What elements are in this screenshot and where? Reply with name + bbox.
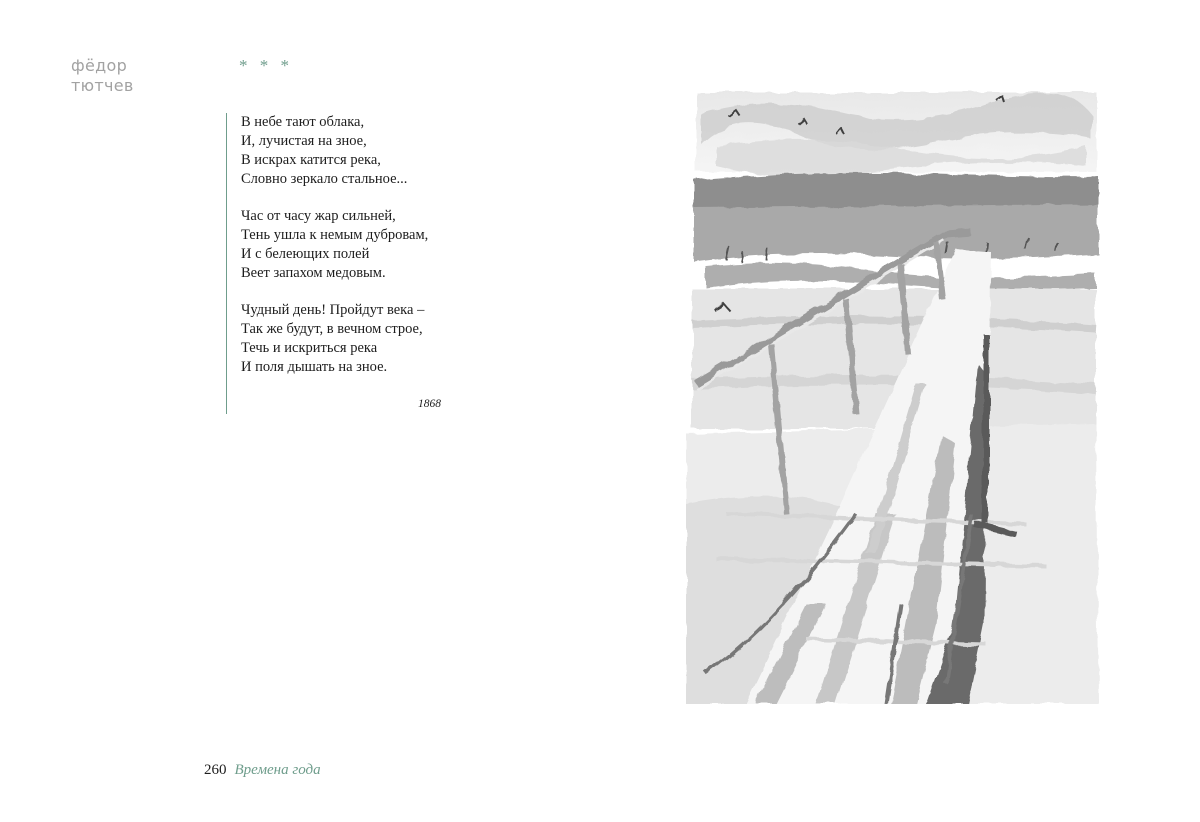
poem-line: Веет запахом медовым. — [241, 265, 386, 281]
poem-year: 1868 — [418, 398, 441, 410]
stanza-3 — [241, 301, 451, 377]
poem-line: В искрах катится река, — [241, 152, 381, 168]
page-footer — [204, 762, 321, 779]
poem-line: Час от часу жар сильней, — [241, 208, 396, 224]
poem-marker: * * * — [239, 56, 293, 75]
stanza-2 — [241, 207, 451, 283]
page-number: 260 — [204, 762, 227, 778]
author-last-name: тютчев — [71, 76, 134, 95]
poem-body — [226, 113, 451, 414]
poem-line: Течь и искриться река — [241, 340, 378, 356]
poem-line: И поля дышать на зное. — [241, 359, 388, 375]
poem-line: И, лучистая на зное, — [241, 133, 367, 149]
stanza-1 — [241, 113, 451, 189]
author-first-name: фёдор — [71, 56, 128, 75]
section-title: Времена года — [234, 762, 321, 778]
poem-line: В небе тают облака, — [241, 114, 365, 130]
poem-line: И с белеющих полей — [241, 246, 370, 262]
author-name — [71, 56, 134, 96]
poem-line: Словно зеркало стальное... — [241, 171, 408, 187]
bridge-illustration — [686, 84, 1102, 704]
poem-line: Так же будут, в вечном строе, — [241, 321, 423, 337]
poem-line: Чудный день! Пройдут века – — [241, 302, 425, 318]
poem-line: Тень ушла к немым дубровам, — [241, 227, 429, 243]
